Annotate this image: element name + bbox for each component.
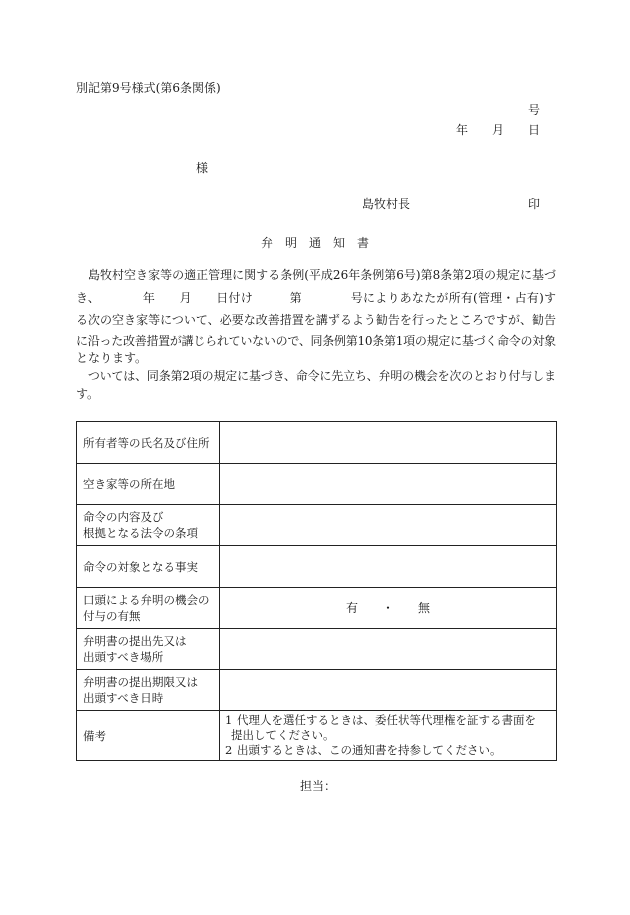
seal-mark: 印 [528,197,541,211]
row-label-location: 空き家等の所在地 [77,464,220,505]
table-row [77,629,557,670]
remark-number: 1 [225,713,233,727]
row-label-oral-hearing: 口頭による弁明の機会の 付与の有無 [77,588,220,629]
remark-text: 提出してください。 [231,728,335,742]
row-value-facts [220,546,557,588]
row-value-owner [220,422,557,464]
table-row [77,588,557,629]
row-label-submission-place: 弁明書の提出先又は 出頭すべき場所 [77,629,220,670]
remark-number: 2 [225,743,233,757]
table-row [77,711,557,761]
row-value-oral-hearing [220,588,557,629]
row-value-order-content [220,505,557,546]
issuer-name: 島牧村長 [362,197,411,211]
issue-date-line: 年 月 日 [456,123,541,137]
table-row [77,422,557,464]
row-value-deadline [220,670,557,711]
option-separator: ・ [381,601,394,615]
notice-details-table [76,421,557,761]
remark-item-2 [225,743,552,758]
remarks-cell [220,711,557,761]
row-label-facts: 命令の対象となる事実 [77,546,220,588]
row-label-remarks: 備考 [77,711,220,761]
row-label-deadline: 弁明書の提出期限又は 出頭すべき日時 [77,670,220,711]
body-line: ついては、同条第2項の規定に基づき、命令に先立ち、弁明の機会を次のとおり付与しま [76,369,556,383]
body-line: き、 年 月 日付け 第 号によりあなたが所有(管理・占有)す [76,291,557,305]
table-row [77,464,557,505]
form-number-label: 別記第9号様式(第6条関係) [76,81,221,95]
document-title: 弁 明 通 知 書 [260,236,369,250]
contact-person-label: 担当： [300,779,337,793]
document-number-suffix: 号 [528,103,541,117]
table-row [77,546,557,588]
remark-text: 出頭するときは、この通知書を持参してください。 [237,743,502,757]
table-row [77,670,557,711]
body-line: となります。 [76,351,148,365]
row-value-submission-place [220,629,557,670]
row-label-order-content: 命令の内容及び 根拠となる法令の条項 [77,505,220,546]
table-row [77,505,557,546]
remark-text: 代理人を選任するときは、委任状等代理権を証する書面を [237,713,536,727]
option-no: 無 [418,601,431,615]
row-label-owner: 所有者等の氏名及び住所 [77,422,220,464]
row-value-location [220,464,557,505]
recipient-honorific: 様 [196,161,209,175]
remark-item-1 [225,713,552,743]
body-line: す。 [76,387,100,401]
body-line: る次の空き家等について、必要な改善措置を講ずるよう勧告を行ったところですが、勧告 [76,313,557,327]
option-yes: 有 [345,601,358,615]
body-line: 島牧村空き家等の適正管理に関する条例(平成26年条例第6号)第8条第2項の規定に基づ [76,268,557,282]
body-line: に沿った改善措置が講じられていないので、同条例第10条第1項の規定に基づく命令の対象 [76,334,556,348]
